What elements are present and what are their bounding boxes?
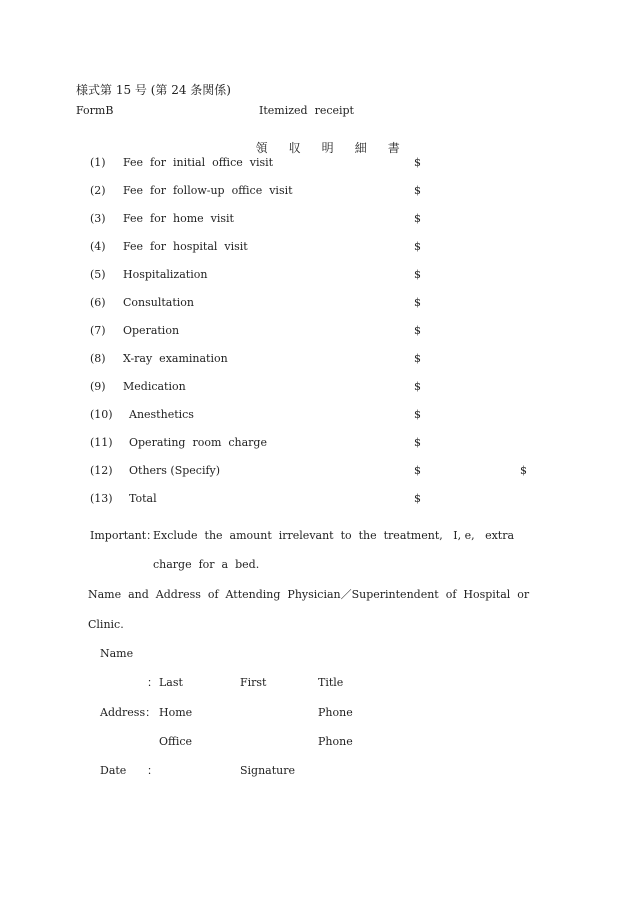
item-number: (3) xyxy=(90,212,106,225)
item-currency: $ xyxy=(414,324,421,337)
item-number: (5) xyxy=(90,268,106,281)
title-japanese xyxy=(248,127,400,155)
title-jp-char: 細 xyxy=(354,141,367,155)
item-label: X-ray examination xyxy=(123,352,228,365)
home-label: Home xyxy=(159,706,193,719)
form-reference: 様式第 15 号 (第 24 条関係) xyxy=(76,83,231,97)
item-number: (6) xyxy=(90,296,106,309)
form-id: FormB xyxy=(76,104,114,117)
title-english: Itemized receipt xyxy=(259,104,354,117)
item-label: Medication xyxy=(123,380,186,393)
item-currency: $ xyxy=(414,212,421,225)
item-label: Operation xyxy=(123,324,180,337)
item-label: Others (Specify) xyxy=(129,464,221,477)
item-label: Operating room charge xyxy=(129,436,267,449)
item-label: Fee for follow-up office visit xyxy=(123,184,293,197)
item-number: (8) xyxy=(90,352,106,365)
item-number: (7) xyxy=(90,324,106,337)
item-label: Fee for initial office visit xyxy=(123,156,274,169)
title-jp-char: 明 xyxy=(321,141,334,155)
item-label: Fee for home visit xyxy=(123,212,234,225)
item-label: Anesthetics xyxy=(129,408,194,421)
item-label: Fee for hospital visit xyxy=(123,240,248,253)
office-phone-label: Phone xyxy=(318,735,353,748)
item-label: Hospitalization xyxy=(123,268,208,281)
item-extra-currency: $ xyxy=(520,464,527,477)
name-colon: ： xyxy=(147,676,158,689)
last-name-label: Last xyxy=(159,676,183,689)
title-jp-char: 収 xyxy=(288,141,301,155)
important-text-line2: charge for a bed. xyxy=(153,558,260,571)
date-label: Date xyxy=(100,764,127,777)
item-number: (12) xyxy=(90,464,113,477)
item-currency: $ xyxy=(414,184,421,197)
home-phone-label: Phone xyxy=(318,706,353,719)
item-number: (4) xyxy=(90,240,106,253)
item-number: (9) xyxy=(90,380,106,393)
item-number: (11) xyxy=(90,436,113,449)
item-number: (1) xyxy=(90,156,106,169)
title-label: Title xyxy=(318,676,344,689)
item-currency: $ xyxy=(414,156,421,169)
item-label: Total xyxy=(129,492,157,505)
physician-heading-line2: Clinic. xyxy=(88,618,124,631)
item-currency: $ xyxy=(414,352,421,365)
item-currency: $ xyxy=(414,436,421,449)
date-colon: ： xyxy=(147,764,158,777)
address-label: Address： xyxy=(100,706,157,719)
important-text-line1: Exclude the amount irrelevant to the treatment, I, e, extra xyxy=(153,529,515,542)
office-label: Office xyxy=(159,735,193,748)
item-currency: $ xyxy=(414,240,421,253)
item-currency: $ xyxy=(414,296,421,309)
signature-label: Signature xyxy=(240,764,296,777)
item-number: (2) xyxy=(90,184,106,197)
item-currency: $ xyxy=(414,380,421,393)
physician-heading-line1: Name and Address of Attending Physician／Superintendent of Hospital or xyxy=(88,588,530,601)
item-number: (13) xyxy=(90,492,113,505)
first-name-label: First xyxy=(240,676,267,689)
item-currency: $ xyxy=(414,408,421,421)
item-currency: $ xyxy=(414,492,421,505)
important-label: Important： xyxy=(90,529,158,542)
item-label: Consultation xyxy=(123,296,194,309)
title-jp-char: 領 xyxy=(255,141,268,155)
item-currency: $ xyxy=(414,464,421,477)
item-number: (10) xyxy=(90,408,113,421)
name-label: Name xyxy=(100,647,134,660)
item-currency: $ xyxy=(414,268,421,281)
title-jp-char: 書 xyxy=(387,141,400,155)
